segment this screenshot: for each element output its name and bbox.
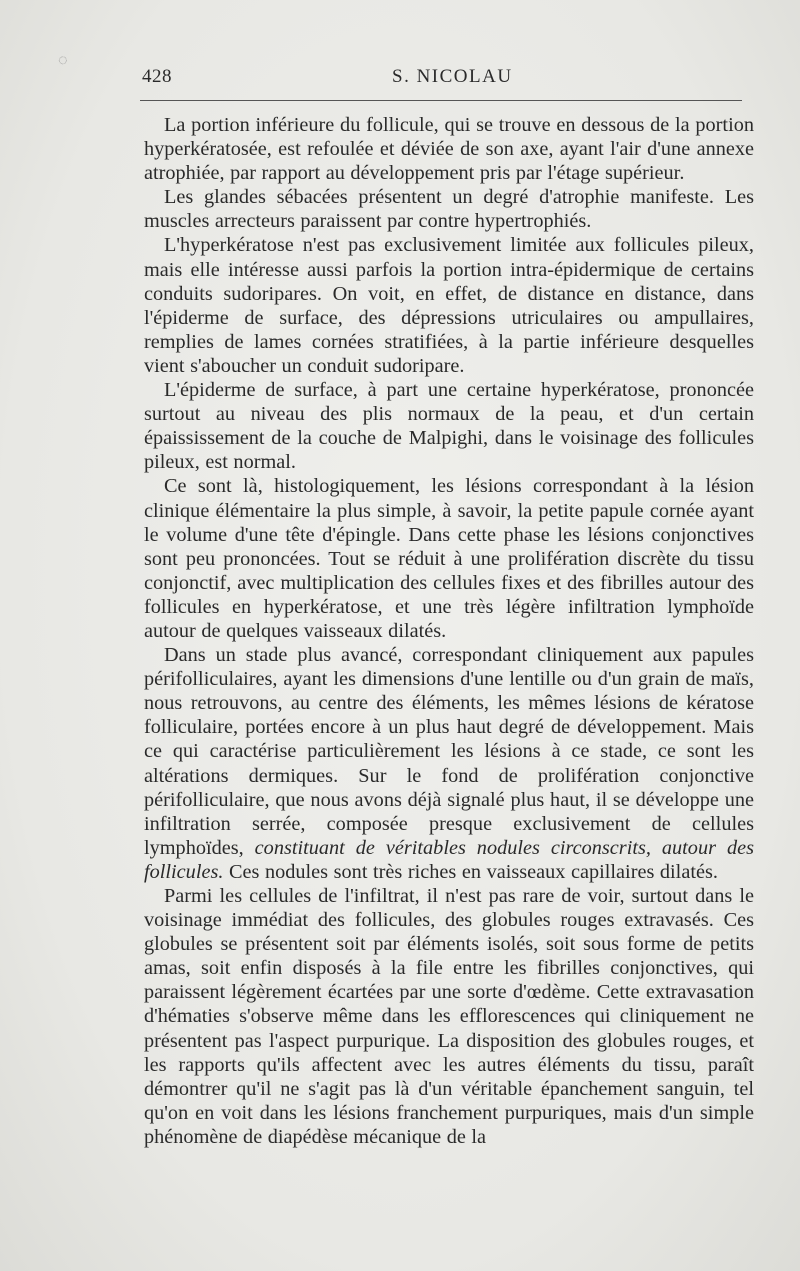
paragraph-6-text-end: Ces nodules sont très riches en vaisseaux capillaires dilatés. (223, 860, 718, 883)
paragraph-3: L'hyperkératose n'est pas exclusivement limitée aux follicules pileux, mais elle intéresse aussi parfois la portion intra-épidermique de certains conduits sudoripares. On voit, en effet, de distance en distance, dans l'épiderme de surface, des dépressions utriculaires ou ampullaires, remplies de lames cornées stratifiées, à la partie inférieure desquelles vient s'aboucher un conduit sudoripare. (144, 234, 754, 377)
page-header (142, 62, 742, 92)
paragraph-6 (144, 643, 754, 884)
running-head: S. NICOLAU (392, 66, 513, 87)
paragraph-7: Parmi les cellules de l'infiltrat, il n'est pas rare de voir, surtout dans le voisinage immédiat des follicules, des globules rouges extravasés. Ces globules se présentent soit par éléments isolés, soit sous forme de petits amas, soit enfin disposés à la file entre les fibrilles conjonctives, qui paraissent légèrement écartées par une sorte d'œdème. Cette extravasation d'hématies s'observe même dans les efflorescences qui cliniquement ne présentent pas l'aspect purpurique. La disposition des globules rouges, et les rapports qu'ils affectent avec les autres éléments du tissu, paraît démontrer qu'il ne s'agit pas là d'un véritable épanchement sanguin, tel qu'on en voit dans les lésions franchement purpuriques, mais d'un simple phénomène de diapédèse mécanique de la (144, 885, 754, 1148)
paragraph-6-text: Dans un stade plus avancé, correspondant cliniquement aux papules périfolliculaires, ayant les dimensions d'une lentille ou d'un grain de maïs, nous retrouvons, au centre des éléments, les mêmes lésions de kératose folliculaire, portées encore à un plus haut degré de développement. Mais ce qui caractérise particulièrement les lésions à ce stade, ce sont les altérations dermiques. Sur le fond de prolifération conjonctive périfolliculaire, que nous avons déjà signalé plus haut, il se développe une infiltration serrée, composée presque exclusivement de cellules lymphoïdes, (144, 644, 754, 859)
header-rule (140, 100, 742, 101)
paragraph-5: Ce sont là, histologiquement, les lésions correspondant à la lésion clinique élémentaire la plus simple, à savoir, la petite papule cornée ayant le volume d'une tête d'épingle. Dans cette phase les lésions conjonctives sont peu prononcées. Tout se réduit à une prolifération discrète du tissu conjonctif, avec multiplication des cellules fixes et des fibrilles autour des follicules en hyperkératose, et une très légère infiltration lymphoïde autour de quelques vaisseaux dilatés. (144, 475, 754, 642)
paragraph-1: La portion inférieure du follicule, qui se trouve en dessous de la portion hyperkératosée, est refoulée et déviée de son axe, ayant l'air d'une annexe atrophiée, par rapport au développement pris par l'étage supérieur. (144, 114, 754, 185)
paragraph-4: L'épiderme de surface, à part une certaine hyperkératose, prononcée surtout au niveau des plis normaux de la peau, et d'un certain épaississement de la couche de Malpighi, dans le voisinage des follicules pileux, est normal. (144, 379, 754, 474)
paragraph-2: Les glandes sébacées présentent un degré d'atrophie manifeste. Les muscles arrecteurs paraissent par contre hypertrophiés. (144, 186, 754, 233)
margin-mark: ◌ (58, 52, 68, 69)
page-number: 428 (142, 66, 172, 87)
body-text (144, 113, 754, 1149)
paragraph-6-emphasis: constituant de véritables nodules circonscrits, autour des follicules. (144, 836, 754, 883)
